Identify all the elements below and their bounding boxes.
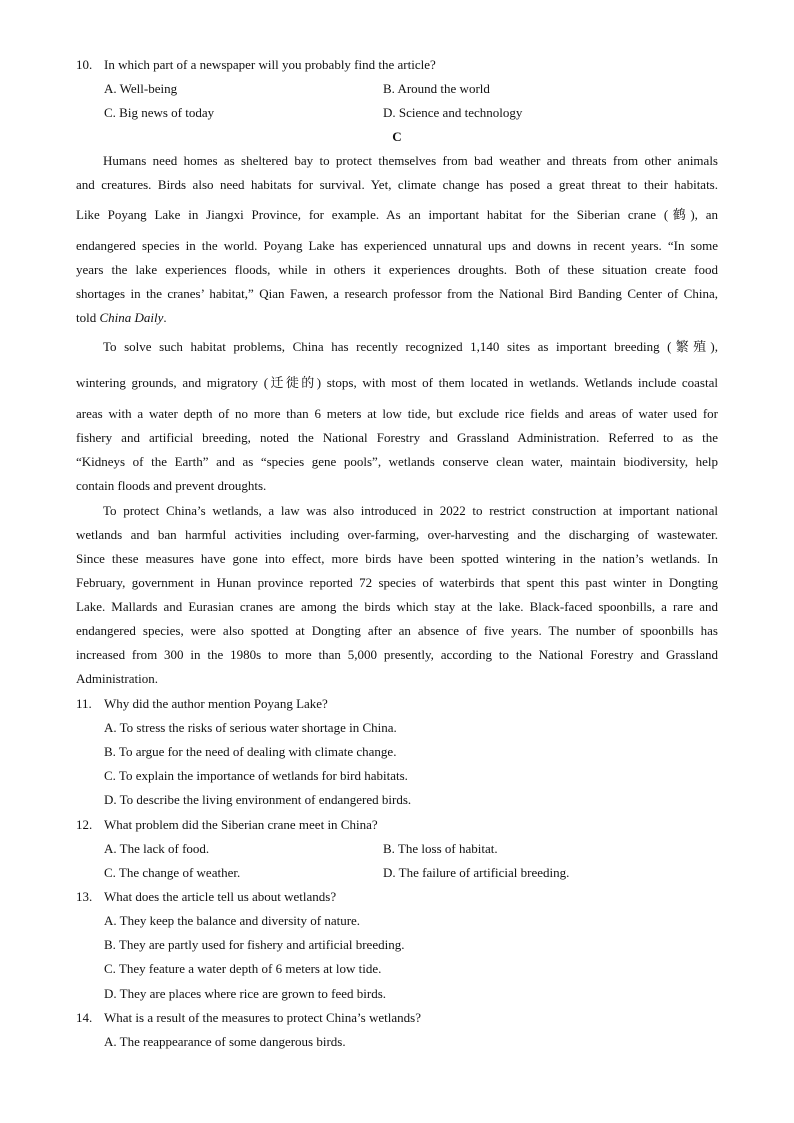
passage-line: Since these measures have gone into effect, more birds have been spotted wintering in the nation’s wetlands. In [76, 551, 718, 566]
option-c: C. To explain the importance of wetlands for bird habitats. [104, 768, 408, 783]
option-d: D. They are places where rice are grown to feed birds. [104, 986, 387, 1001]
passage-line: shortages in the cranes’ habitat,” Qian Fawen, a research professor from the National Bird Banding Center of China, [76, 286, 718, 301]
question-stem: What is a result of the measures to protect China’s wetlands? [104, 1010, 421, 1025]
passage-line: contain floods and prevent droughts. [76, 478, 267, 493]
option-a: A. To stress the risks of serious water shortage in China. [104, 720, 397, 735]
question-stem: What problem did the Siberian crane meet in China? [104, 817, 378, 832]
option-a: A. The reappearance of some dangerous birds. [104, 1034, 346, 1049]
option-b: B. To argue for the need of dealing with climate change. [104, 744, 397, 759]
passage-line: Lake. Mallards and Eurasian cranes are among the birds which stay at the lake. Black-faced spoonbills, a rare and [76, 599, 718, 614]
question-number: 13. [76, 889, 93, 904]
passage-line: To solve such habitat problems, China has recently recognized 1,140 sites as important breeding (繁殖), [103, 339, 718, 354]
passage-line: years the lake experiences floods, while in others it experiences droughts. Both of these situation create food [76, 262, 718, 277]
option-d: D. To describe the living environment of endangered birds. [104, 792, 412, 807]
question-stem: What does the article tell us about wetlands? [104, 889, 337, 904]
passage-line: “Kidneys of the Earth” and as “species gene pools”, wetlands conserve clean water, maintain biodiversity, help [76, 454, 718, 469]
passage-paragraph-3 [76, 503, 718, 687]
passage-line: increased from 300 in the 1980s to more than 5,000 presently, according to the National Forestry and Grassland [76, 647, 718, 662]
question-number: 12. [76, 817, 93, 832]
question-stem: In which part of a newspaper will you probably find the article? [104, 57, 436, 72]
passage-line: fishery and artificial breeding, noted the National Forestry and Grassland Administration. Referred to as the [76, 430, 718, 445]
passage-line: Like Poyang Lake in Jiangxi Province, for example. As an important habitat for the Siberian crane (鹤), an [76, 207, 718, 222]
passage-line: wintering grounds, and migratory (迁徙的) stops, with most of them located in wetlands. Wetlands include coastal [76, 375, 718, 390]
option-a: A. Well-being [104, 81, 178, 96]
passage-line: endangered species, were also spotted at Dongting after an absence of five years. The number of spoonbills has [76, 623, 718, 638]
passage-line: and creatures. Birds also need habitats for survival. Yet, climate change has posed a great threat to their habitats. [76, 177, 718, 192]
option-c: C. Big news of today [104, 105, 215, 120]
question-stem: Why did the author mention Poyang Lake? [104, 696, 328, 711]
question-13 [76, 889, 718, 905]
passage-paragraph-1 [76, 153, 718, 326]
section-letter: C [392, 129, 402, 144]
question-number: 11. [76, 696, 92, 711]
passage-paragraph-2 [76, 339, 718, 494]
question-14 [76, 1010, 718, 1026]
publication-name: China Daily [99, 310, 164, 325]
option-a: A. They keep the balance and diversity of nature. [104, 913, 361, 928]
option-a: A. The lack of food. [104, 841, 210, 856]
passage-line: Humans need homes as sheltered bay to protect themselves from bad weather and threats from other animals [103, 153, 718, 168]
passage-line: areas with a water depth of no more than 6 meters at low tide, but exclude rice fields and areas of water used for [76, 406, 718, 421]
option-b: B. The loss of habitat. [383, 841, 498, 856]
passage-line: Administration. [76, 671, 158, 686]
option-b: B. They are partly used for fishery and artificial breeding. [104, 937, 405, 952]
passage-line: endangered species in the world. Poyang Lake has experienced unnatural ups and downs in recent years. “In some [76, 238, 718, 253]
passage-line: February, government in Hunan province reported 72 species of waterbirds that spent this past winter in Dongting [76, 575, 718, 590]
question-number: 10. [76, 57, 93, 72]
question-12 [76, 817, 718, 833]
passage-line: wetlands and ban harmful activities including over-farming, over-harvesting and the discharging of wastewater. [76, 527, 718, 542]
question-11 [76, 696, 718, 712]
option-d: D. The failure of artificial breeding. [383, 865, 570, 880]
option-d: D. Science and technology [383, 105, 523, 120]
option-b: B. Around the world [383, 81, 490, 96]
passage-line: To protect China’s wetlands, a law was also introduced in 2022 to restrict construction at important national [103, 503, 718, 518]
question-number: 14. [76, 1010, 93, 1025]
passage-line-last: told China Daily. [76, 310, 167, 325]
option-c: C. The change of weather. [104, 865, 241, 880]
option-c: C. They feature a water depth of 6 meters at low tide. [104, 961, 382, 976]
question-10 [76, 57, 718, 73]
